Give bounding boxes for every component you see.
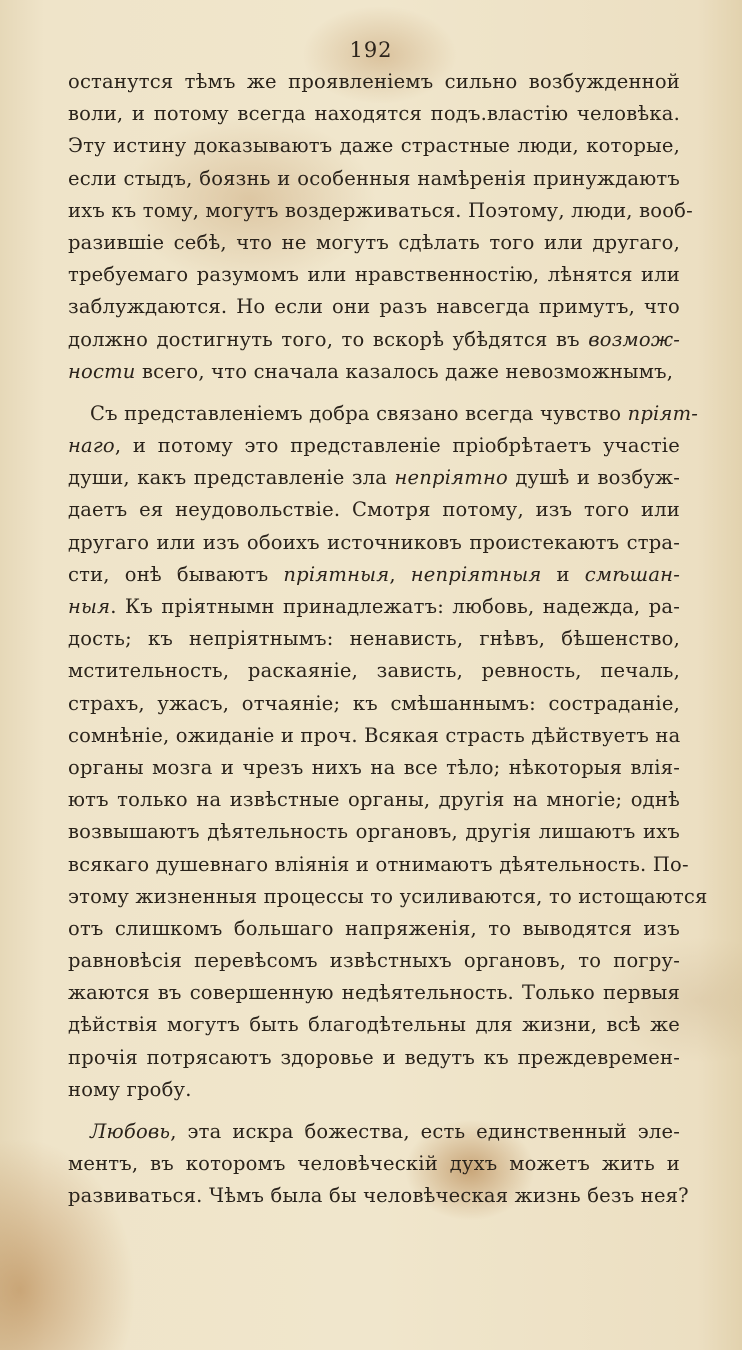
- text-line: [68, 163, 680, 195]
- text-segment: всего, что сначала казалось даже невозможнымъ,: [135, 359, 674, 383]
- text-line: [68, 559, 680, 591]
- text-line: [68, 913, 680, 945]
- text-segment: останутся тѣмъ же проявленіемъ сильно возбужденной: [68, 70, 680, 93]
- text-line: [68, 784, 680, 816]
- italic-term: ныя: [68, 595, 111, 618]
- text-line: [68, 849, 689, 881]
- text-segment: , и потому это представленіе пріобрѣтаетъ участіе: [114, 434, 680, 458]
- text-segment: мстительность, раскаяніе, зависть, ревность, печаль,: [68, 659, 680, 683]
- text-segment: ному гробу.: [68, 1077, 192, 1101]
- italic-term: возмож-: [588, 327, 680, 351]
- text-line: [68, 816, 680, 848]
- text-line: [68, 66, 680, 98]
- text-line: [68, 1180, 689, 1212]
- text-line: [68, 752, 680, 784]
- text-segment: должно достигнуть того, то вскорѣ убѣдятся въ: [68, 327, 589, 351]
- text-segment: развиваться. Чѣмъ была бы человѣческая жизнь безъ нея?: [68, 1184, 689, 1208]
- text-line: [68, 356, 680, 388]
- text-segment: страхъ, ужасъ, отчаяніе; къ смѣшаннымъ: состраданіе,: [68, 691, 680, 715]
- text-segment: равновѣсія перевѣсомъ извѣстныхъ органовъ, то погру-: [68, 949, 680, 973]
- text-segment: разившіе себѣ, что не могутъ сдѣлать того или другаго,: [68, 230, 680, 254]
- paragraph-gap: [68, 388, 680, 398]
- text-segment: ихъ къ тому, могутъ воздерживаться. Поэтому, люди, вооб-: [68, 198, 693, 222]
- text-segment: другаго или изъ обоихъ источниковъ проистекаютъ стра-: [68, 530, 680, 554]
- text-segment: душѣ и возбуж-: [507, 466, 681, 490]
- text-line: [68, 527, 680, 559]
- text-line: [68, 623, 680, 655]
- text-segment: жаются въ совершенную недѣятельность. Только первыя: [68, 981, 680, 1005]
- text-line: [68, 462, 680, 494]
- text-segment: Съ представленіемъ добра связано всегда чувство: [90, 401, 628, 425]
- text-segment: возвышаютъ дѣятельность органовъ, другія лишаютъ ихъ: [68, 820, 680, 844]
- text-segment: этому жизненныя процессы то усиливаются, то истощаются: [68, 884, 708, 908]
- italic-term: ности: [68, 359, 136, 383]
- italic-term: смѣшан-: [584, 562, 680, 586]
- paragraph-gap: [68, 1106, 680, 1116]
- text-line: [68, 1042, 680, 1074]
- text-segment: ментъ, въ которомъ человѣческій духъ можетъ жить и: [68, 1152, 680, 1176]
- body-text: [68, 66, 708, 1213]
- text-line: [68, 324, 680, 356]
- text-segment: души, какъ представленіе зла: [68, 466, 395, 490]
- text-segment: заблуждаются. Но если они разъ навсегда примутъ, что: [68, 295, 680, 319]
- text-line: [68, 720, 680, 752]
- text-segment: всякаго душевнаго вліянія и отнимаютъ дѣятельность. По-: [68, 852, 689, 876]
- text-line: [68, 98, 680, 130]
- text-line: [68, 291, 680, 323]
- text-line: [68, 1116, 680, 1148]
- text-segment: сомнѣніе, ожиданіе и проч. Всякая страсть дѣйствуетъ на: [68, 723, 681, 747]
- text-segment: прочія потрясаютъ здоровье и ведутъ къ преждевремен-: [68, 1045, 680, 1069]
- text-segment: требуемаго разумомъ или нравственностію, лѣнятся или: [68, 263, 680, 287]
- italic-term: непріятныя: [410, 562, 542, 586]
- text-line: [68, 688, 680, 720]
- italic-term: наго: [68, 434, 115, 458]
- text-line: [68, 977, 680, 1009]
- text-line: [68, 195, 693, 227]
- text-segment: если стыдъ, боязнь и особенныя намѣренія принуждаютъ: [68, 166, 680, 190]
- italic-term: пріят-: [627, 401, 699, 425]
- text-line: [68, 1009, 680, 1041]
- text-segment: воли, и потому всегда находятся подъ.властію человѣка.: [68, 102, 680, 126]
- text-line: [68, 881, 708, 913]
- text-line: [68, 1074, 680, 1106]
- italic-term: непріятно: [394, 466, 508, 490]
- text-segment: Эту истину доказываютъ даже страстные люди, которые,: [68, 134, 680, 158]
- text-segment: даетъ ея неудовольствіе. Смотря потому, изъ того или: [68, 498, 680, 522]
- text-line: [68, 227, 680, 259]
- text-segment: и: [541, 562, 585, 586]
- page-number: 192: [349, 38, 393, 62]
- text-line: [68, 259, 680, 291]
- italic-term: пріятныя: [283, 562, 390, 586]
- italic-term: Любовь: [90, 1120, 171, 1143]
- text-line: [68, 398, 699, 430]
- text-line: [68, 1148, 680, 1180]
- text-line: [68, 945, 680, 977]
- text-line: [68, 591, 680, 623]
- text-segment: ,: [389, 562, 411, 586]
- text-line: [68, 655, 680, 687]
- text-segment: сти, онѣ бываютъ: [68, 562, 284, 586]
- text-segment: отъ слишкомъ большаго напряженія, то выводятся изъ: [68, 916, 680, 940]
- text-segment: ютъ только на извѣстные органы, другія на многіе; однѣ: [68, 788, 680, 812]
- text-segment: , эта искра божества, есть единственный эле-: [170, 1120, 680, 1143]
- text-segment: дѣйствія могутъ быть благодѣтельны для жизни, всѣ же: [68, 1013, 680, 1037]
- text-line: [68, 130, 680, 162]
- text-segment: . Къ пріятнымн принадлежатъ: любовь, надежда, ра-: [110, 595, 680, 618]
- text-line: [68, 494, 680, 526]
- text-segment: органы мозга и чрезъ нихъ на все тѣло; нѣкоторыя влія-: [68, 755, 680, 779]
- text-line: [68, 430, 680, 462]
- text-segment: дость; къ непріятнымъ: ненависть, гнѣвъ, бѣшенство,: [68, 627, 680, 651]
